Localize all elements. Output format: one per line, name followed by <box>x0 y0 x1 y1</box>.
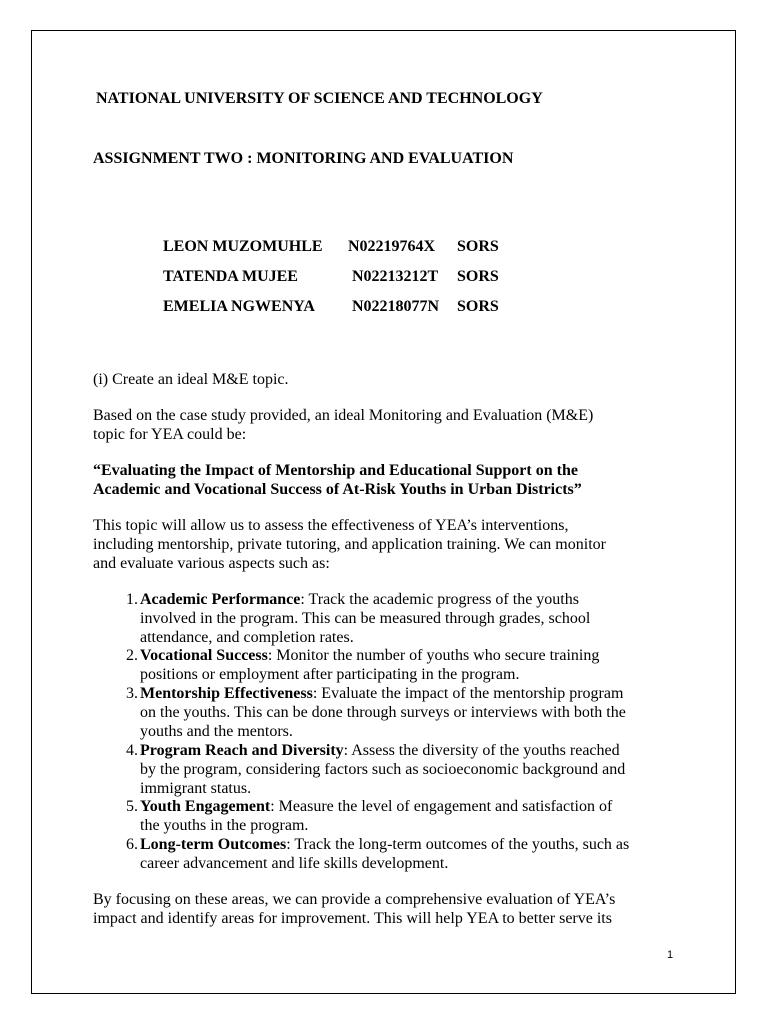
closing-line: By focusing on these areas, we can provide a comprehensive evaluation of YEA’s <box>93 891 616 908</box>
list-item-text: : Monitor the number of youths who secure training <box>267 647 600 664</box>
list-item-title: Academic Performance <box>140 591 301 608</box>
list-number: 1. <box>126 591 138 608</box>
list-number: 6. <box>126 836 138 853</box>
list-item-text: immigrant status. <box>140 780 252 797</box>
list-item <box>114 684 674 741</box>
list-item-title: Long-term Outcomes <box>140 836 287 853</box>
list-item <box>114 741 674 798</box>
member-program: SORS <box>457 298 499 315</box>
list-item-text: : Evaluate the impact of the mentorship program <box>312 685 624 702</box>
question-heading: (i) Create an ideal M&E topic. <box>93 371 289 388</box>
list-item-text: involved in the program. This can be measured through grades, school <box>140 610 591 627</box>
list-number: 3. <box>126 685 138 702</box>
member-id: N02219764X <box>348 238 436 255</box>
list-item-text: the youths in the program. <box>140 817 309 834</box>
member-name: EMELIA NGWENYA <box>163 298 315 315</box>
page-number: 1 <box>667 949 674 961</box>
list-item-text: by the program, considering factors such as socioeconomic background and <box>140 761 626 778</box>
list-item-title: Vocational Success <box>140 647 268 664</box>
member-id: N02213212T <box>352 268 439 285</box>
topic-title-line: Academic and Vocational Success of At-Risk Youths in Urban Districts” <box>93 481 582 498</box>
member-name: TATENDA MUJEE <box>163 268 298 285</box>
body-line: including mentorship, private tutoring, and application training. We can monitor <box>93 536 606 553</box>
list-item-text: : Track the academic progress of the youths <box>300 591 579 608</box>
member-id: N02218077N <box>352 298 440 315</box>
list-item-text: attendance, and completion rates. <box>140 629 354 646</box>
list-item-text: youths and the mentors. <box>140 723 293 740</box>
list-item <box>114 835 674 873</box>
member-program: SORS <box>457 238 499 255</box>
list-item-text: on the youths. This can be done through surveys or interviews with both the <box>140 704 626 721</box>
intro-line: Based on the case study provided, an ideal Monitoring and Evaluation (M&E) <box>93 407 594 424</box>
list-item-text: positions or employment after participating in the program. <box>140 666 520 683</box>
topic-title-line: “Evaluating the Impact of Mentorship and Educational Support on the <box>93 462 578 479</box>
assignment-title: ASSIGNMENT TWO : MONITORING AND EVALUATION <box>93 150 514 167</box>
list-item-title: Mentorship Effectiveness <box>140 685 313 702</box>
list-item <box>114 797 674 835</box>
closing-line: impact and identify areas for improvement. This will help YEA to better serve its <box>93 910 612 927</box>
list-item <box>114 646 674 684</box>
body-line: and evaluate various aspects such as: <box>93 555 330 572</box>
list-item-title: Program Reach and Diversity <box>140 742 344 759</box>
list-number: 2. <box>126 647 138 664</box>
list-item-text: : Track the long-term outcomes of the youths, such as <box>286 836 630 853</box>
list-item-text: career advancement and life skills development. <box>140 855 449 872</box>
intro-line: topic for YEA could be: <box>93 426 247 443</box>
list-number: 5. <box>126 798 138 815</box>
list-item-text: : Assess the diversity of the youths reached <box>343 742 620 759</box>
member-program: SORS <box>457 268 499 285</box>
list-item <box>114 590 674 647</box>
university-title: NATIONAL UNIVERSITY OF SCIENCE AND TECHNOLOGY <box>96 90 543 107</box>
list-number: 4. <box>126 742 138 759</box>
list-item-title: Youth Engagement <box>140 798 271 815</box>
member-name: LEON MUZOMUHLE <box>163 238 323 255</box>
list-item-text: : Measure the level of engagement and satisfaction of <box>270 798 613 815</box>
body-line: This topic will allow us to assess the effectiveness of YEA’s interventions, <box>93 517 569 534</box>
